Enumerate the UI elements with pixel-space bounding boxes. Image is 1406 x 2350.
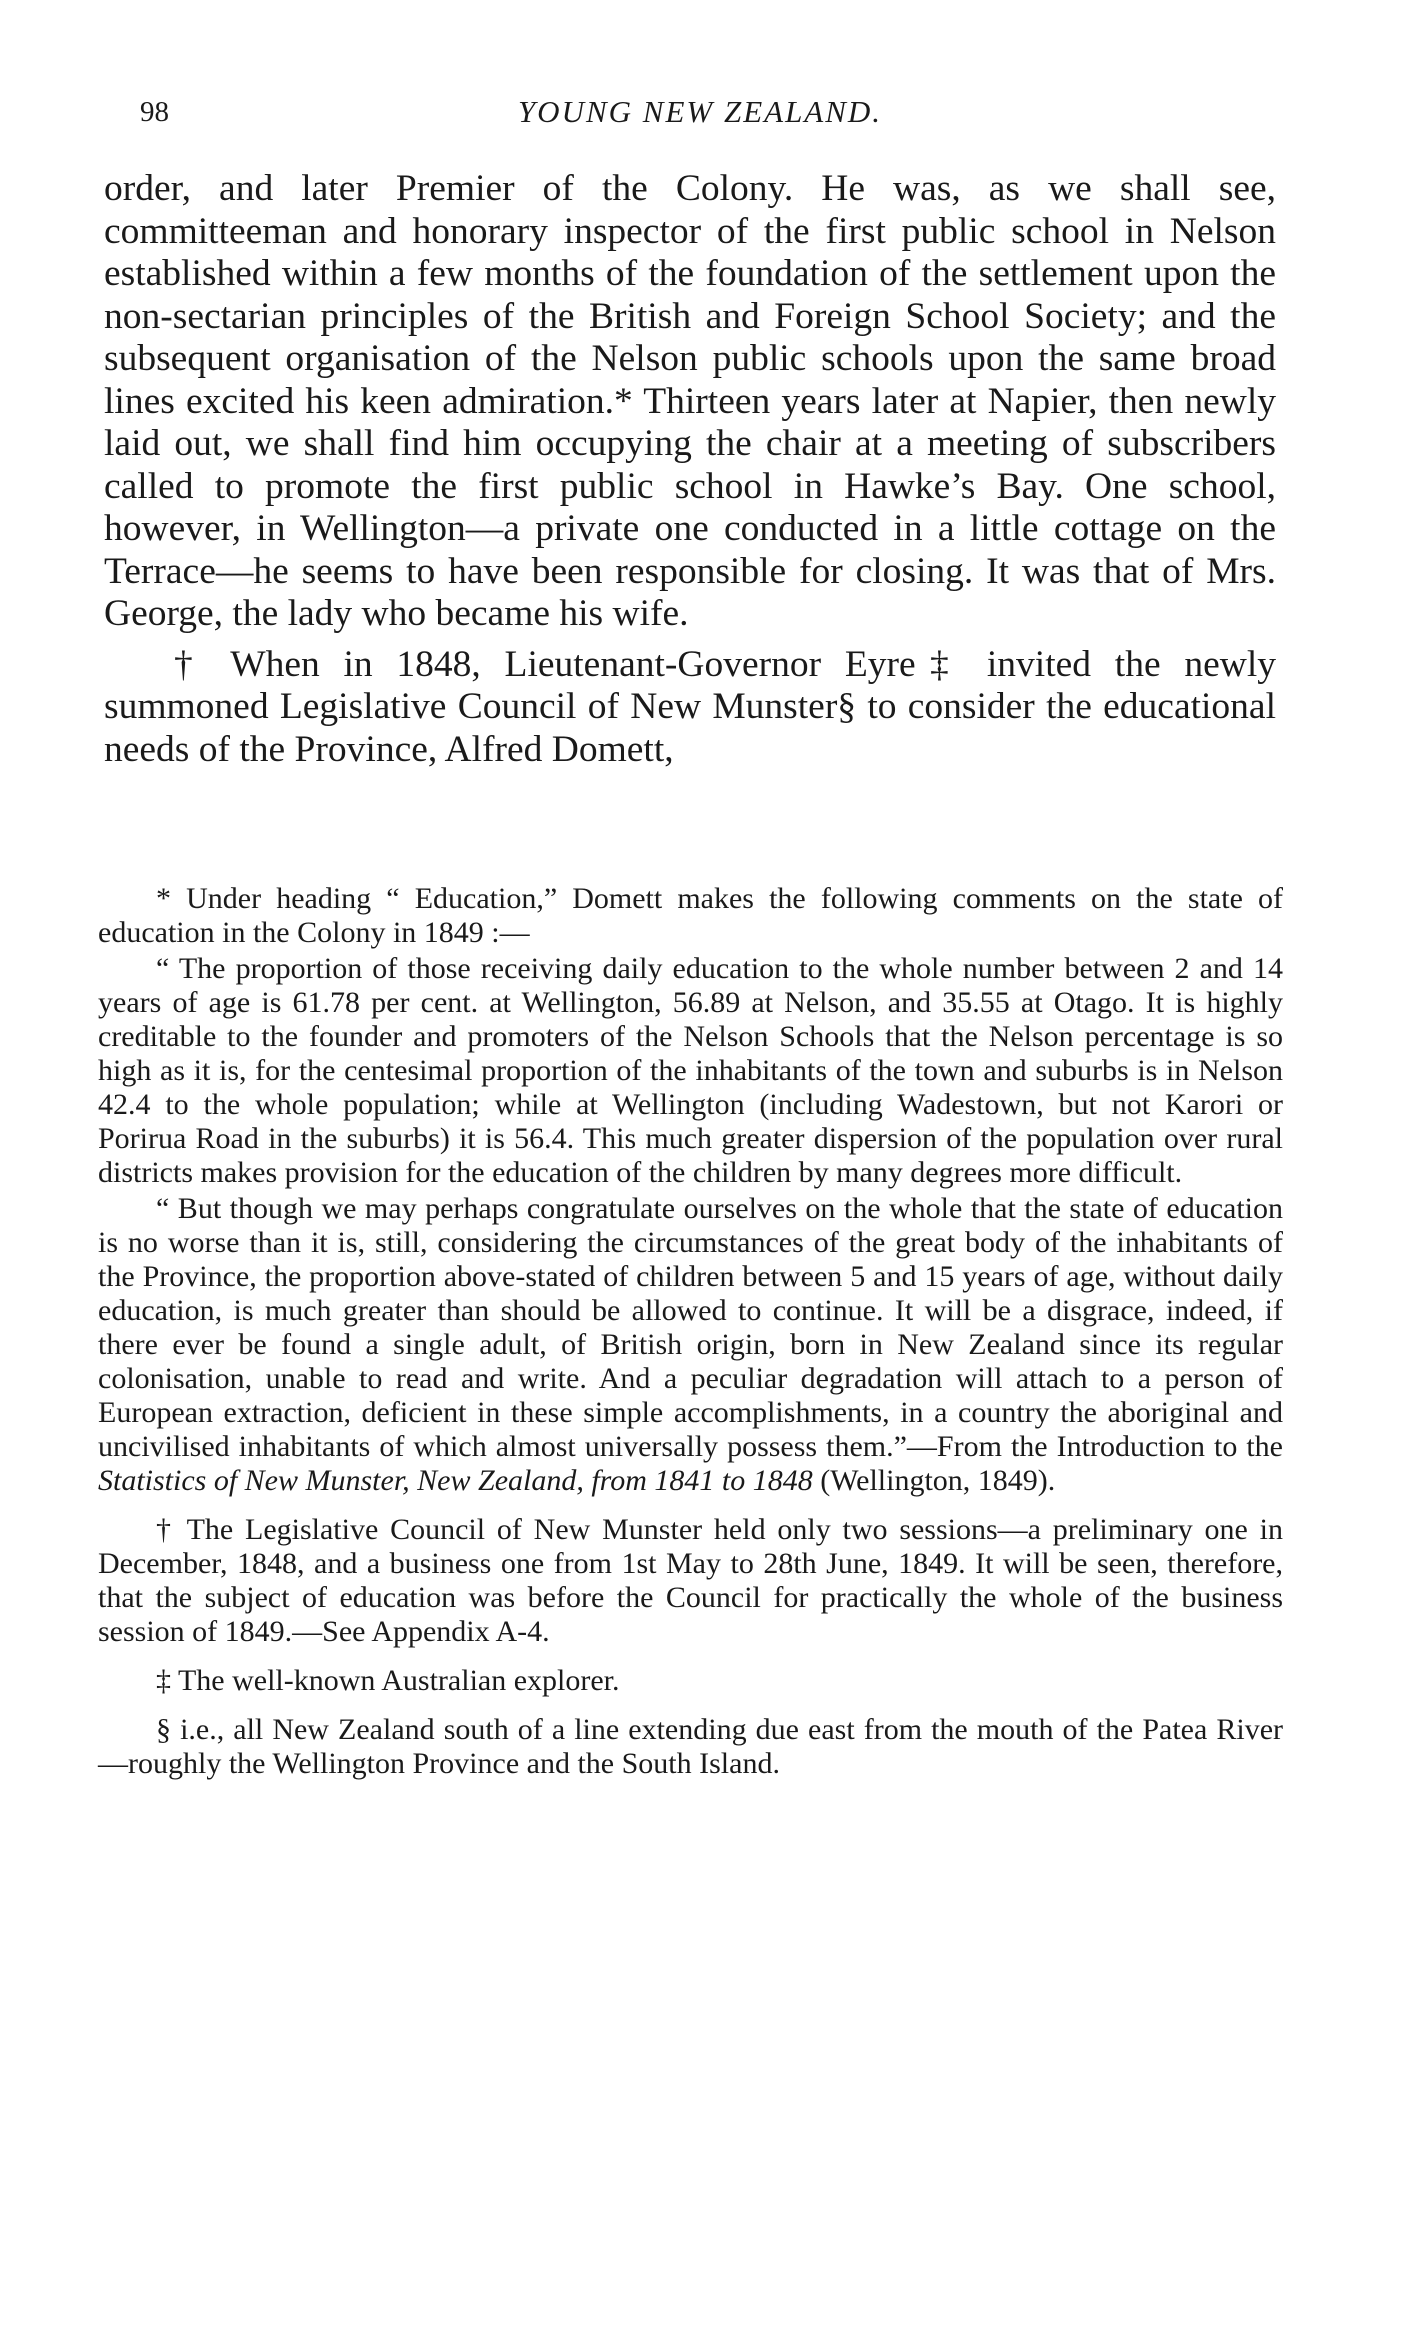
footnotes [98,882,1283,1781]
footnote-quote-text: “ But though we may perhaps congratulate ourselves on the whole that the state of education is no worse than it is, still, considering the circumstances of the great body of the inhabitants of the Province, the proportion above-stated of children between 5 and 15 years of age, without daily education, is much greater than should be allowed to continue. It will be a disgrace, indeed, if there ever be found a single adult, of British origin, born in New Zealand since its regular colonisation, unable to read and write. And a peculiar degradation will attach to a person of European extraction, deficient in these simple accomplishments, in a country the aboriginal and uncivilised inhabitants of which almost universally possess them.”—From the Introduction to the [98,1192,1283,1463]
footnote-star-intro: * Under heading “ Education,” Domett makes the following comments on the state of education in the Colony in 1849 :— [98,882,1283,949]
footnote-dagger: † The Legislative Council of New Munster held only two sessions—a preliminary one in December, 1848, and a business one from 1st May to 28th June, 1849. It will be seen, therefore, that the subject of education was before the Council for practically the whole of the business session of 1849.—See Appendix A-4. [98,1513,1283,1648]
body-paragraph: † When in 1848, Lieutenant-Governor Eyre‡ invited the newly summoned Legislative Council of New Munster§ to consider the educational needs of the Province, Alfred Domett, [104,643,1276,770]
page-header [120,92,1280,132]
footnote-section: § i.e., all New Zealand south of a line extending due east from the mouth of the Patea River—roughly the Wellington Province and the South Island. [98,1713,1283,1780]
footnote-quote-book-title: Statistics of New Munster, New Zealand, from 1841 to 1848 [98,1464,813,1497]
body-paragraph: order, and later Premier of the Colony. He was, as we shall see, committeeman and honorary inspector of the first public school in Nelson established within a few months of the foundation of the settlement upon the non-sectarian principles of the British and Foreign School Society; and the subsequent organisation of the Nelson public schools upon the same broad lines excited his keen admiration.* Thirteen years later at Napier, then newly laid out, we shall find him occupying the chair at a meeting of subscribers called to promote the first public school in Hawke’s Bay. One school, however, in Wellington—a private one conducted in a little cottage on the Terrace—he seems to have been responsible for closing. It was that of Mrs. George, the lady who became his wife. [104,168,1276,634]
footnote-star-quote [98,1192,1283,1498]
main-text [104,168,1276,771]
footnote-quote-end: (Wellington, 1849). [812,1464,1056,1497]
footnote-double-dagger: ‡ The well-known Australian explorer. [156,1664,620,1697]
footnote-star-quote: “ The proportion of those receiving daily education to the whole number between 2 and 14 years of age is 61.78 per cent. at Wellington, 56.89 at Nelson, and 35.55 at Otago. It is highly creditable to the founder and promoters of the Nelson Schools that the Nelson percentage is so high as it is, for the centesimal proportion of the inhabitants of the town and suburbs is in Nelson 42.4 to the whole population; while at Wellington (including Wadestown, but not Karori or Porirua Road in the suburbs) it is 56.4. This much greater dispersion of the population over rural districts makes provision for the education of the children by many degrees more difficult. [98,952,1283,1189]
page-number: 98 [140,96,169,128]
running-title: YOUNG NEW ZEALAND. [517,94,883,129]
